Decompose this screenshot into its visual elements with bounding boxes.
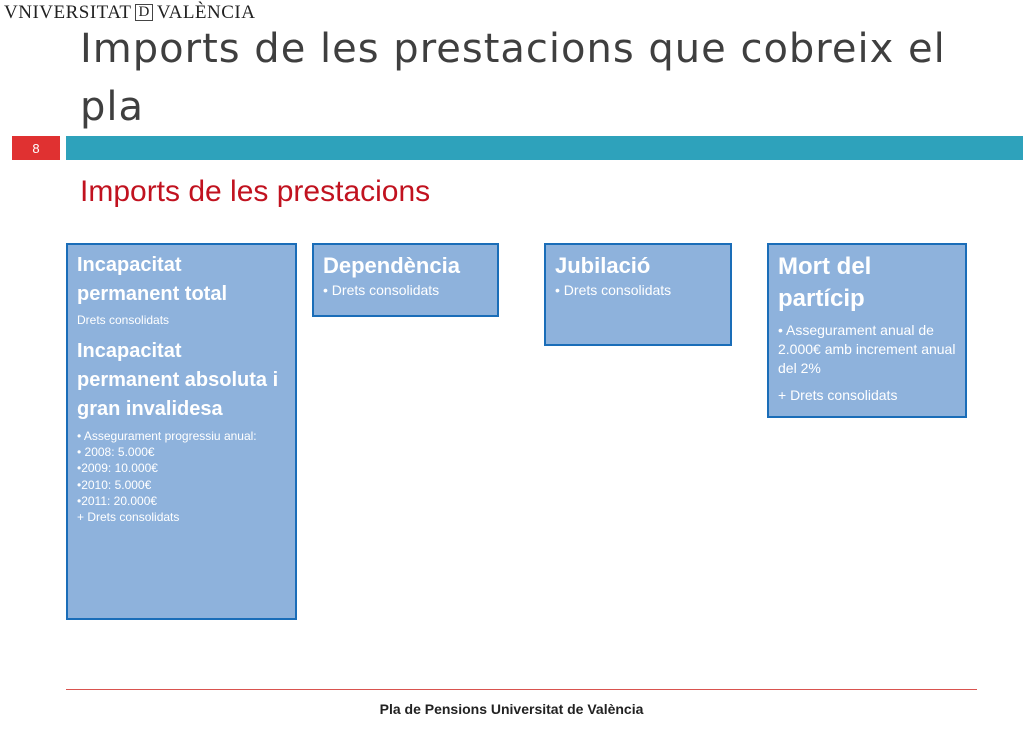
logo-emblem-icon: D — [135, 4, 152, 21]
logo-text-left: VNIVERSITAT — [4, 2, 132, 23]
box-incapacitat-line1: Drets consolidats — [77, 313, 170, 327]
list-item: •2011: 20.000€ — [77, 493, 158, 508]
box-jubilacio-title: Jubilació — [555, 253, 651, 278]
box-incapacitat-title1: Incapacitat permanent total — [77, 254, 228, 305]
box-jubilacio-line: • Drets consolidats — [555, 282, 672, 298]
list-item: •2009: 10.000€ — [77, 461, 158, 476]
box-incapacitat-title2: Incapacitat permanent absoluta i gran invalidesa — [77, 340, 279, 420]
box-mort — [767, 243, 967, 418]
header-band — [66, 136, 1023, 160]
slide-number-badge: 8 — [12, 136, 60, 160]
logo-text-right: VALÈNCIA — [156, 2, 256, 23]
box-jubilacio — [544, 243, 732, 346]
footer-text: Pla de Pensions Universitat de València — [379, 701, 644, 717]
box-dependencia-title: Dependència — [323, 253, 460, 278]
box-incapacitat — [66, 243, 297, 620]
list-item: + Drets consolidats — [77, 509, 180, 524]
footer-divider — [66, 689, 977, 690]
box-dependencia — [312, 243, 499, 317]
box-mort-line1: • Assegurament anual de 2.000€ amb increment anual del 2% — [778, 322, 956, 376]
slide-title: Imports de les prestacions que cobreix el pla — [80, 26, 946, 130]
list-item: •2010: 5.000€ — [77, 477, 152, 492]
box-dependencia-line: • Drets consolidats — [323, 282, 440, 298]
list-item: • 2008: 5.000€ — [77, 445, 155, 460]
box-mort-title: Mort del partícip — [778, 253, 872, 312]
box-mort-line2: + Drets consolidats — [778, 387, 898, 403]
section-subtitle: Imports de les prestacions — [80, 175, 431, 208]
list-item: • Assegurament progressiu anual: — [77, 429, 257, 443]
